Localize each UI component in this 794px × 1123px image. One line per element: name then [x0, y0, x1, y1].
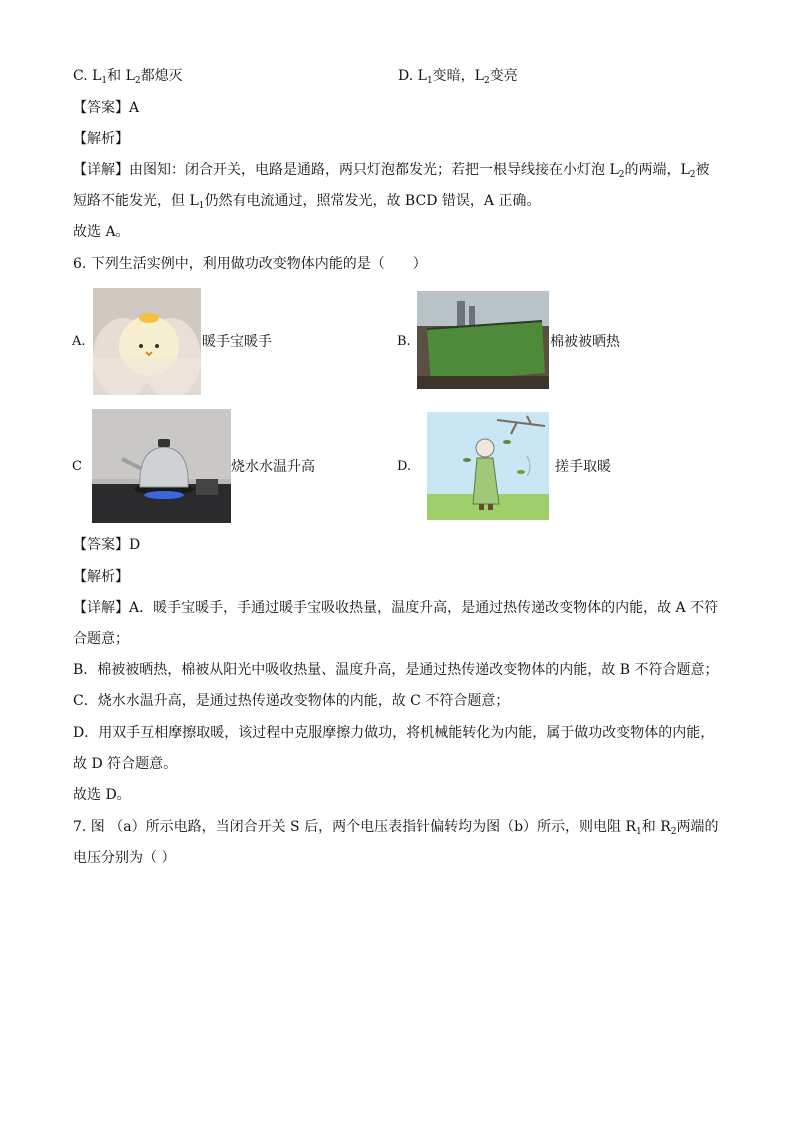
q6-option-b-caption: 棉被被晒热	[550, 334, 620, 350]
q6-choice: 故选 D。	[73, 787, 131, 803]
q5-option-c: C. $L_1$和 $L_2$都熄灭	[73, 68, 183, 86]
q6-option-b-letter: B.	[397, 334, 411, 349]
q5-detail-line2: 短路不能发光，但 $L_1$仍然有电流通过，照常发光，故 BCD 错误，A 正确。	[73, 193, 541, 211]
q6-detail-d-line1: D．用双手互相摩擦取暖，该过程中克服摩擦力做功，将机械能转化为内能，属于做功改变物体的内能，	[73, 725, 715, 741]
hand-warmer-photo	[93, 288, 201, 395]
quilt-sunning-photo	[417, 291, 549, 389]
q5-analysis-heading: 【解析】	[73, 131, 129, 147]
q6-option-c-letter: C	[72, 459, 82, 474]
q5-answer: 【答案】A	[73, 100, 140, 116]
q6-option-d-letter: D.	[397, 459, 412, 474]
q6-option-c-caption: 烧水水温升高	[231, 459, 315, 475]
q5-detail-line1: 【详解】由图知：闭合开关，电路是通路，两只灯泡都发光；若把一根导线接在小灯泡 $L_2$的两端，$L_2$被	[73, 162, 710, 180]
q5-option-d: D. $L_1$变暗，$L_2$变亮	[398, 68, 518, 86]
q7-stem-line2: 电压分别为（ ）	[73, 850, 176, 866]
q6-stem: 6. 下列生活实例中，利用做功改变物体内能的是（ ）	[73, 256, 427, 272]
q6-option-a-caption: 暖手宝暖手	[202, 334, 272, 350]
q6-detail-c: C．烧水水温升高，是通过热传递改变物体的内能，故 C 不符合题意；	[73, 693, 510, 709]
q6-detail-a-line1: 【详解】A．暖手宝暖手，手通过暖手宝吸收热量，温度升高，是通过热传递改变物体的内能，故 A 不符	[73, 600, 719, 616]
q6-answer: 【答案】D	[73, 537, 141, 553]
rubbing-hands-illustration	[427, 412, 549, 520]
q6-analysis-heading: 【解析】	[73, 569, 129, 585]
q6-detail-a-line2: 合题意；	[73, 631, 129, 647]
q6-option-d-caption: 搓手取暖	[555, 459, 611, 475]
q6-detail-d-line2: 故 D 符合题意。	[73, 756, 178, 772]
q7-stem-line1: 7. 图 （a）所示电路，当闭合开关 S 后，两个电压表指针偏转均为图（b）所示，则电阻 $R_1$和 $R_2$两端的	[73, 819, 719, 837]
q6-option-a-letter: A.	[72, 334, 86, 349]
q6-detail-b: B．棉被被晒热，棉被从阳光中吸收热量、温度升高，是通过热传递改变物体的内能，故 B 不符合题意；	[73, 662, 719, 678]
q5-choice: 故选 A。	[73, 224, 130, 240]
kettle-on-stove-photo	[92, 409, 231, 523]
